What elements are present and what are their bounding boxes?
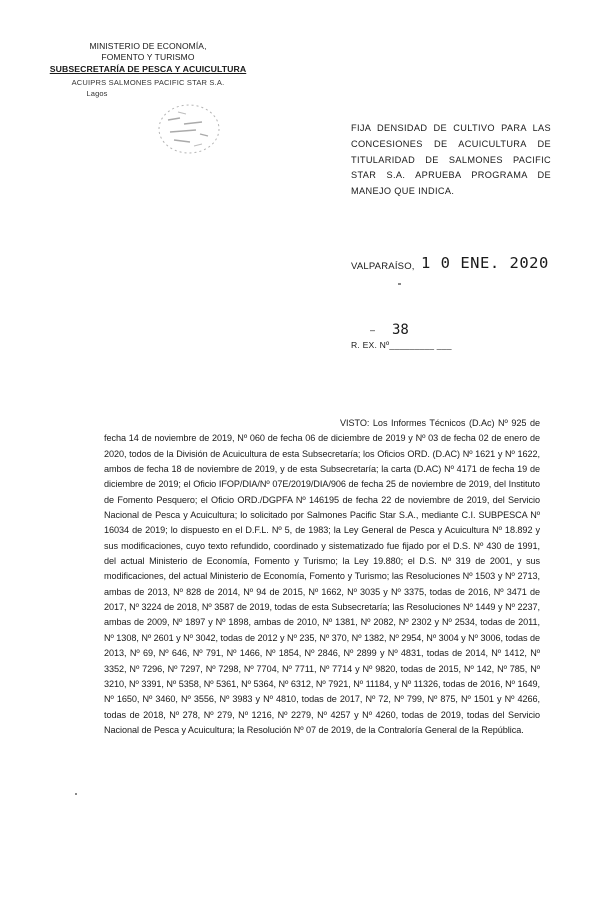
resolution-number: 38 <box>392 322 409 338</box>
resolution-number-dash: – <box>370 325 376 335</box>
city-label: VALPARAÍSO, <box>351 261 415 272</box>
file-reference: ACUIPRS SALMONES PACIFIC STAR S.A. <box>71 78 225 87</box>
date-stamp: 1 0 ENE. 2020 <box>421 254 549 272</box>
undersecretariat-name: SUBSECRETARÍA DE PESCA Y ACUICULTURA <box>49 64 247 74</box>
date-line <box>351 254 581 274</box>
visto-paragraph: VISTO: Los Informes Técnicos (D.Ac) Nº 925 de fecha 14 de noviembre de 2019, Nº 060 de fecha 06 de diciembre de 2019 y Nº 03 de fecha 02 de enero de 2020, todos de la División de Acuicultura de esta Subsecretaría; los Oficios ORD. (D.AC) Nº 1621 y Nº 1622, ambos de fecha 18 de noviembre de 2019, y de esta Subsecretaría; la carta (D.AC) Nº 4171 de fecha 19 de diciembre de 2019; el Oficio IFOP/DIA/Nº 07E/2019/DIA/906 de fecha 25 de noviembre de 2019, del Instituto de Fomento Pesquero; el Oficio ORD./DGPFA Nº 146195 de fecha 22 de noviembre de 2019, del Servicio Nacional de Pesca y Acuicultura; lo solicitado por Salmones Pacific Star S.A., mediante C.I. SUBPESCA Nº 16034 de 2019; lo dispuesto en el D.F.L. Nº 5, de 1983; la Ley General de Pesca y Acuicultura Nº 18.892 y sus modificaciones, cuyo texto refundido, coordinado y sistematizado fue fijado por el D.S. Nº 430 de 1991, del actual Ministerio de Economía, Fomento y Turismo; la Ley 19.880; el D.S. Nº 319 de 2001, y sus modificaciones, del actual Ministerio de Economía, Fomento y Turismo; las Resoluciones Nº 1503 y Nº 2713, ambas de 2013, Nº 828 de 2014, Nº 94 de 2015, Nº 1662, Nº 3035 y Nº 3375, todas de 2016, Nº 3471 de 2017, Nº 3224 de 2018, Nº 3587 de 2019, todas de esta Subsecretaría; las Resoluciones Nº 1449 y Nº 2237, ambas de 2009, Nº 1897 y Nº 1898, ambas de 2010, Nº 1381, Nº 2082, Nº 2302 y Nº 2534, todas de 2011, Nº 1308, Nº 2601 y Nº 3042, todas de 2012 y Nº 235, Nº 370, Nº 1382, Nº 2954, Nº 3004 y Nº 3006, todas de 2013, Nº 69, Nº 646, Nº 791, Nº 1466, Nº 1854, Nº 2846, Nº 2899 y Nº 4831, todas de 2014, Nº 1412, Nº 3352, Nº 7296, Nº 7297, Nº 7298, Nº 7704, Nº 7711, Nº 7714 y Nº 9820, todas de 2015, Nº 142, Nº 785, Nº 3210, Nº 3391, Nº 5358, Nº 5361, Nº 5364, Nº 6312, Nº 7921, Nº 11184, y Nº 11326, todas de 2016, Nº 1649, Nº 1650, Nº 3460, Nº 3556, Nº 3983 y Nº 4810, todas de 2017, Nº 72, Nº 799, Nº 875, Nº 1501 y Nº 4266, todas de 2018, Nº 278, Nº 279, Nº 1216, Nº 2279, Nº 4257 y Nº 4260, todas de 2019, todas del Servicio Nacional de Pesca y Acuicultura; la Resolución Nº 07 de 2019, de la Contraloría General de la República. <box>104 418 540 735</box>
ministry-name-cont: FOMENTO Y TURISMO <box>101 52 195 62</box>
scan-speck <box>398 283 401 285</box>
resolution-subject: FIJA DENSIDAD DE CULTIVO PARA LAS CONCESIONES DE ACUICULTURA DE TITULARIDAD DE SALMONES PACIFIC STAR S.A. APRUEBA PROGRAMA DE MANEJO QUE INDICA. <box>351 123 551 197</box>
ministry-name: MINISTERIO DE ECONOMÍA, <box>89 41 207 51</box>
resolution-label: R. EX. Nº_________ ___ <box>351 340 452 350</box>
region-label: Lagos <box>86 89 108 98</box>
scan-speck <box>75 793 77 795</box>
official-seal-stamp <box>150 100 228 158</box>
